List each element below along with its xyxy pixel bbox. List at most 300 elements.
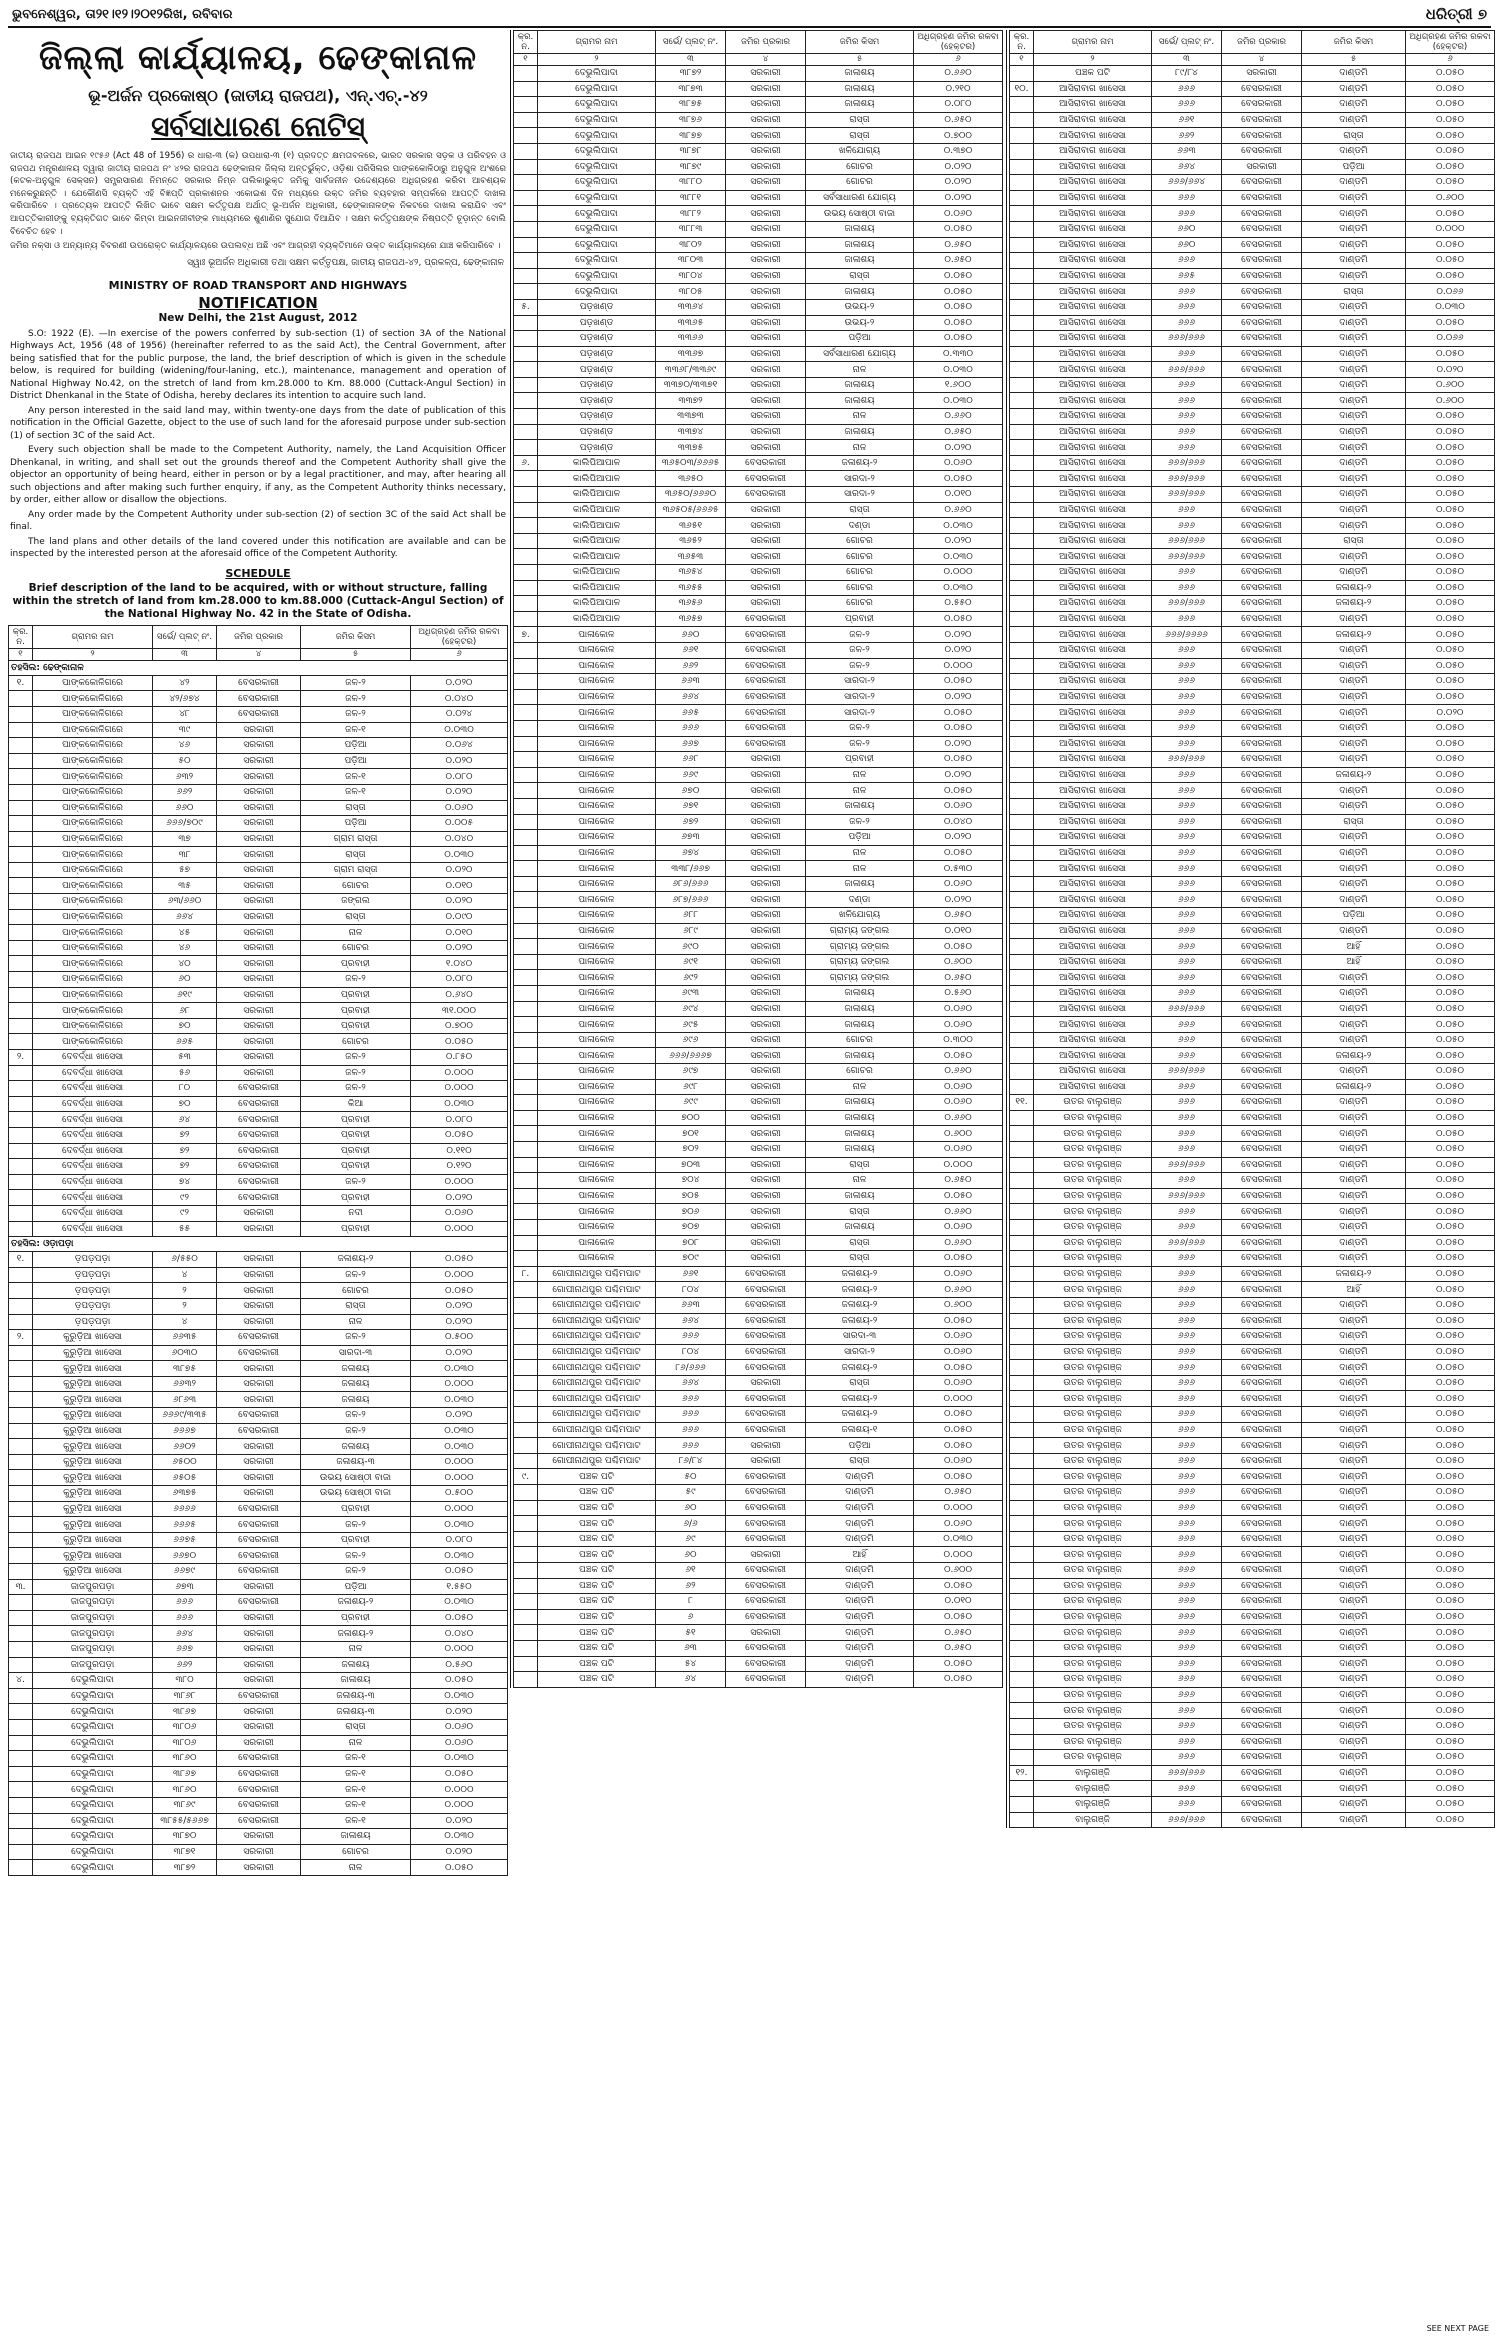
plot-cell: ୬୬୬ — [1152, 1516, 1222, 1532]
land-type-cell: ସରକାରୀ — [726, 814, 806, 830]
land-class-cell: ଜାଳାଶୟ — [806, 81, 914, 97]
village-cell: ଉତର ବାଲୁଗଞ୍ଜ — [1034, 1563, 1152, 1579]
serial-cell — [9, 1641, 33, 1657]
land-type-cell: ସରକାରୀ — [217, 784, 301, 800]
plot-cell: ୭୦୬ — [656, 1204, 726, 1220]
table-row — [514, 1375, 1003, 1391]
land-type-cell: ସରକାରୀ — [726, 970, 806, 986]
land-class-cell: ଦାଣ୍ଡମି — [1302, 1017, 1406, 1033]
land-class-cell: ରାସ୍ତା — [301, 909, 411, 925]
serial-cell: ୧. — [9, 1252, 33, 1268]
plot-cell: ୬୬୭୫ — [153, 1532, 217, 1548]
land-type-cell: ସରକାରୀ — [217, 1829, 301, 1845]
table-row — [514, 954, 1003, 970]
area-cell: ୦.୦୫୦ — [1406, 565, 1495, 581]
serial-cell — [514, 1001, 538, 1017]
serial-cell — [514, 1282, 538, 1298]
land-type-cell: ବେସରକାରୀ — [1222, 1235, 1302, 1251]
serial-cell — [9, 1829, 33, 1845]
plot-cell: ୬୬୫ — [153, 1034, 217, 1050]
area-cell: ୦.୦୩୦ — [411, 1361, 508, 1377]
plot-cell: ୬୦୩୦ — [153, 1345, 217, 1361]
serial-cell — [1010, 658, 1034, 674]
table-number-cell: ୬ — [914, 54, 1003, 66]
land-type-cell: ସରକାରୀ — [726, 253, 806, 269]
village-cell: ଆସିରାବାଗ ଖାସେସା — [1034, 798, 1152, 814]
village-cell: କୁରୁଡ଼ିଆ ଖାସେସା — [33, 1501, 153, 1517]
serial-cell — [514, 1219, 538, 1235]
land-class-cell: ଦାଣ୍ଡମି — [806, 1672, 914, 1688]
table-header-cell: ସର୍ଭେ/ ପ୍ଲଟ୍ ନଂ. — [153, 625, 217, 648]
area-cell: ୦.୦୮୦ — [411, 972, 508, 988]
land-class-cell: ଗୋଚର — [806, 1032, 914, 1048]
area-cell: ୦.୬୬୦ — [914, 1282, 1003, 1298]
plot-cell: ୩୮୭୨ — [153, 1860, 217, 1876]
area-cell: ୦.୦୨୦ — [411, 1190, 508, 1206]
land-class-cell: ଦାଣ୍ଡମି — [1302, 1516, 1406, 1532]
table-header-row — [9, 625, 508, 648]
serial-cell — [1010, 1578, 1034, 1594]
area-cell: ୦.୦୫୦ — [1406, 689, 1495, 705]
plot-cell: ୩୩୬୪ — [656, 299, 726, 315]
table-row — [9, 1376, 508, 1392]
land-class-cell: ଦାଣ୍ଡମି — [806, 1469, 914, 1485]
area-cell: ୦.୨୧୦ — [914, 81, 1003, 97]
plot-cell: ୬୬୬/୬୬୬ — [1152, 1157, 1222, 1173]
table-row — [514, 986, 1003, 1002]
table-row — [1010, 1453, 1495, 1469]
village-cell: ପଞ୍ଚକ ପଟି — [538, 1656, 656, 1672]
area-cell: ୦.୦୫୦ — [914, 705, 1003, 721]
plot-cell: ୬୬୩୫ — [153, 1330, 217, 1346]
village-cell: ଗୋପୀନାଥପୁର ପଶ୍ଚିମପାଟ — [538, 1329, 656, 1345]
land-type-cell: ସରକାରୀ — [217, 1673, 301, 1689]
land-class-cell: ଜାଳାଶୟ — [806, 876, 914, 892]
serial-cell — [514, 221, 538, 237]
serial-cell — [9, 1408, 33, 1424]
serial-cell — [1010, 1687, 1034, 1703]
plot-cell: ୬୬୬/୬୬୬ — [1152, 1765, 1222, 1781]
table-row — [1010, 409, 1495, 425]
table-row — [514, 1594, 1003, 1610]
land-type-cell: ବେସରକାରୀ — [1222, 1750, 1302, 1766]
serial-cell — [1010, 1235, 1034, 1251]
village-cell: କାଲିପିଆପାଳ — [538, 565, 656, 581]
village-cell: ପାଙ୍କକୋଳିଗରେ — [33, 753, 153, 769]
plot-cell: ୬୮୮ — [656, 908, 726, 924]
serial-cell — [9, 1112, 33, 1128]
table-row — [9, 1470, 508, 1486]
land-type-cell: ସରକାରୀ — [217, 925, 301, 941]
serial-cell — [514, 1032, 538, 1048]
land-type-cell: ବେସରକାରୀ — [1222, 533, 1302, 549]
land-class-cell: ଜଳ-୨ — [301, 1564, 411, 1580]
area-cell: ୦.୦୦୦ — [914, 1391, 1003, 1407]
area-cell: ୦.୦୫୦ — [914, 1251, 1003, 1267]
area-cell: ୦.୦୩୦ — [411, 1688, 508, 1704]
land-type-cell: ବେସରକାରୀ — [1222, 440, 1302, 456]
area-cell: ୦.୦୫୦ — [1406, 1297, 1495, 1313]
serial-cell — [1010, 346, 1034, 362]
village-cell: ଉତର ବାଲୁଗଞ୍ଜ — [1034, 1141, 1152, 1157]
area-cell: ୦.୦୫୦ — [1406, 892, 1495, 908]
table-row — [1010, 1485, 1495, 1501]
area-cell: ୦.୦୨୦ — [914, 159, 1003, 175]
area-cell: ୦.୦୫୦ — [914, 1672, 1003, 1688]
land-class-cell: ଦାଣ୍ଡମି — [1302, 674, 1406, 690]
serial-cell — [514, 393, 538, 409]
land-type-cell: ବେସରକାରୀ — [1222, 1048, 1302, 1064]
area-cell: ୦.୬୦୦ — [914, 1563, 1003, 1579]
land-class-cell: ଦାଣ୍ଡମି — [1302, 1110, 1406, 1126]
column-3 — [1006, 30, 1495, 1828]
village-cell: ପାଙ୍କକୋଳିଗରେ — [33, 925, 153, 941]
area-cell: ୦.୦୫୦ — [1406, 876, 1495, 892]
serial-cell — [514, 128, 538, 144]
plot-cell: ୬୬୬/୬୬୬ — [1152, 549, 1222, 565]
land-class-cell: ପ୍ରବାହୀ — [806, 611, 914, 627]
table-header-cell: ଜମିର କିସମ — [806, 31, 914, 54]
plot-cell: ୬୬୬ — [1152, 1297, 1222, 1313]
table-row — [1010, 1126, 1495, 1142]
plot-cell: ୬୬୬ — [1152, 892, 1222, 908]
land-type-cell: ବେସରକାରୀ — [217, 1159, 301, 1175]
table-row — [1010, 1095, 1495, 1111]
serial-cell — [9, 909, 33, 925]
land-class-cell: ଜଳାଶୟ-୨ — [1302, 767, 1406, 783]
village-cell: ପଞ୍ଚକ ପଟି — [538, 1547, 656, 1563]
land-class-cell: ଜାଳାଶୟ — [806, 1141, 914, 1157]
area-cell: ୦.୬୦୦ — [1406, 190, 1495, 206]
serial-cell — [1010, 1032, 1034, 1048]
land-type-cell: ବେସରକାରୀ — [1222, 1032, 1302, 1048]
village-cell: କୁରୁଡ଼ିଆ ଖାସେସା — [33, 1470, 153, 1486]
land-plans-paragraph: The land plans and other details of the land covered under this notification are available and can be inspected by the interested person at the aforesaid office of the Competent Authority. — [10, 536, 506, 560]
village-cell: ଆସିରାବାଗ ଖାସେସା — [1034, 1048, 1152, 1064]
land-class-cell: ଗୋଚର — [806, 549, 914, 565]
plot-cell: ୬୬୨ — [153, 784, 217, 800]
land-class-cell: ରାସ୍ତା — [301, 800, 411, 816]
village-cell: ଆସିରାବାଗ ଖାସେସା — [1034, 112, 1152, 128]
table-row — [514, 1219, 1003, 1235]
serial-cell — [1010, 1188, 1034, 1204]
table-number-cell: ୪ — [726, 54, 806, 66]
village-cell: ପାଳାକୋଳ — [538, 642, 656, 658]
plot-cell: ୬୬୬ — [1152, 1531, 1222, 1547]
land-type-cell: ସରକାରୀ — [217, 1205, 301, 1221]
plot-cell: ୬୬୬ — [1152, 1672, 1222, 1688]
plot-cell: ୩୬୫୦୫/୬୬୬୫ — [656, 502, 726, 518]
serial-cell — [9, 800, 33, 816]
village-cell: କୁରୁଡ଼ିଆ ଖାସେସା — [33, 1486, 153, 1502]
plot-cell: ୬୬୬ — [1152, 814, 1222, 830]
plot-cell: ୬୬୬ — [1152, 299, 1222, 315]
area-cell: ୦.୦୦୦ — [411, 1081, 508, 1097]
table-row — [1010, 518, 1495, 534]
village-cell: ଆସିରାବାଗ ଖାସେସା — [1034, 720, 1152, 736]
land-class-cell: ଦାଣ୍ଡମି — [806, 1563, 914, 1579]
land-class-cell: ନାଳ — [806, 783, 914, 799]
village-cell: ପାଙ୍କକୋଳିଗରେ — [33, 1003, 153, 1019]
village-cell: ଉତର ବାଲୁଗଞ୍ଜ — [1034, 1718, 1152, 1734]
plot-cell: ୩୮୭୮ — [656, 143, 726, 159]
land-type-cell: ବେସରକାରୀ — [1222, 237, 1302, 253]
land-class-cell: ଦାଣ୍ଡମି — [1302, 1796, 1406, 1812]
village-cell: ଉତର ବାଲୁଗଞ୍ଜ — [1034, 1110, 1152, 1126]
land-type-cell: ବେସରକାରୀ — [1222, 658, 1302, 674]
plot-cell: ୩୩୭୨ — [656, 393, 726, 409]
land-class-cell: ଜଳାଶୟ-୨ — [1302, 596, 1406, 612]
serial-cell — [1010, 627, 1034, 643]
table-row — [514, 409, 1003, 425]
serial-cell — [9, 1127, 33, 1143]
land-type-cell: ବେସରକାରୀ — [1222, 1578, 1302, 1594]
land-class-cell: ଦାଣ୍ଡମି — [1302, 206, 1406, 222]
land-type-cell: ବେସରକାରୀ — [726, 1594, 806, 1610]
land-type-cell: ବେସରକାରୀ — [1222, 689, 1302, 705]
plot-cell: ୬୬୬ — [1152, 986, 1222, 1002]
table-row — [9, 972, 508, 988]
village-cell: ଆସିରାବାଗ ଖାସେସା — [1034, 908, 1152, 924]
land-class-cell: ଆହିଁ — [1302, 939, 1406, 955]
serial-cell — [514, 1126, 538, 1142]
village-cell: ଗୋପୀନାଥପୁର ପଶ୍ଚିମପାଟ — [538, 1297, 656, 1313]
land-type-cell: ବେସରକାରୀ — [217, 1174, 301, 1190]
land-type-cell: ସରକାରୀ — [726, 1001, 806, 1017]
plot-cell: ୬୬୬ — [1152, 783, 1222, 799]
land-type-cell: ବେସରକାରୀ — [1222, 1313, 1302, 1329]
land-type-cell: ସରକାରୀ — [217, 831, 301, 847]
land-type-cell: ସରକାରୀ — [217, 1844, 301, 1860]
plot-cell: ୬୯୦ — [656, 939, 726, 955]
table-row — [9, 1579, 508, 1595]
land-class-cell: ନାଳ — [806, 409, 914, 425]
village-cell: ଜାଜପୁରପଡ଼ା — [33, 1579, 153, 1595]
area-cell: ୦.୦୬୦ — [914, 1141, 1003, 1157]
serial-cell — [9, 1065, 33, 1081]
village-cell: ପାଳାକୋଳ — [538, 1032, 656, 1048]
area-cell: ୦.୦୬୬ — [1406, 331, 1495, 347]
plot-cell: ୩୩୭୫ — [656, 440, 726, 456]
land-class-cell: ଜଳ-୨ — [301, 1423, 411, 1439]
land-type-cell: ସରକାରୀ — [217, 956, 301, 972]
serial-cell — [514, 206, 538, 222]
plot-cell: ୬୬୦ — [1152, 221, 1222, 237]
serial-cell — [9, 1719, 33, 1735]
village-cell: ଦେବର୍ଦ୍ଧା ଖାସେସା — [33, 1190, 153, 1206]
serial-cell — [1010, 175, 1034, 191]
land-class-cell: ଦାଣ୍ଡମି — [1302, 798, 1406, 814]
table-row — [1010, 502, 1495, 518]
table-row — [9, 1423, 508, 1439]
land-class-cell: ଜଳ-୧ — [301, 722, 411, 738]
plot-cell: ୬୮୯ — [656, 923, 726, 939]
serial-cell — [514, 1173, 538, 1189]
village-cell: ଆସିରାବାଗ ଖାସେସା — [1034, 689, 1152, 705]
serial-cell — [1010, 923, 1034, 939]
village-cell: ଡ଼ପଡ଼ପଡ଼ା — [33, 1298, 153, 1314]
area-cell: ୦.୦୫୦ — [914, 720, 1003, 736]
land-type-cell: ବେସରକାରୀ — [1222, 674, 1302, 690]
plot-cell: ୬୬୬ — [1152, 1079, 1222, 1095]
area-cell: ୦.୦୩୦ — [1406, 299, 1495, 315]
area-cell: ୦.୦୦୦ — [411, 1782, 508, 1798]
land-class-cell: ପ୍ରବାହୀ — [301, 1532, 411, 1548]
serial-cell — [1010, 689, 1034, 705]
table-row — [514, 393, 1003, 409]
village-cell: ଦେଭୁଲିପାଦା — [33, 1751, 153, 1767]
area-cell: ୦.୦୫୦ — [1406, 1563, 1495, 1579]
land-class-cell: ଜାଳାଶୟ — [806, 253, 914, 269]
land-type-cell: ବେସରକାରୀ — [726, 611, 806, 627]
plot-cell: ୬୬୭ — [153, 1641, 217, 1657]
land-class-cell: ସାରଦା-୨ — [806, 689, 914, 705]
land-class-cell: ରାସ୍ତା — [301, 1719, 411, 1735]
plot-cell: ୬୬୬/୬୬୬ — [1152, 1235, 1222, 1251]
land-type-cell: ସରକାରୀ — [217, 1267, 301, 1283]
land-type-cell: ବେସରକାରୀ — [1222, 1640, 1302, 1656]
area-cell: ୦.୦୫୦ — [1406, 923, 1495, 939]
area-cell: ୦.୦୫୦ — [1406, 1422, 1495, 1438]
land-class-cell: ଦାଣ୍ଡମି — [1302, 518, 1406, 534]
land-class-cell: ରାସ୍ତା — [1302, 284, 1406, 300]
serial-cell — [514, 720, 538, 736]
village-cell: ଗୋପୀନାଥପୁର ପଶ୍ଚିମପାଟ — [538, 1453, 656, 1469]
serial-cell — [1010, 1110, 1034, 1126]
plot-cell: ୬୬୬ — [1152, 1375, 1222, 1391]
serial-cell — [1010, 1594, 1034, 1610]
area-cell: ୦.୦୫୦ — [1406, 986, 1495, 1002]
area-cell: ୦.୦୦୦ — [411, 1470, 508, 1486]
plot-cell: ୬୬୬/୬୬୬ — [1152, 533, 1222, 549]
land-class-cell: ଦାଣ୍ଡମି — [806, 1485, 914, 1501]
table-row — [514, 221, 1003, 237]
table-row — [1010, 1017, 1495, 1033]
area-cell: ୦.୦୦୦ — [411, 1501, 508, 1517]
plot-cell: ୭୦୩ — [656, 1157, 726, 1173]
land-type-cell: ବେସରକାରୀ — [1222, 315, 1302, 331]
village-cell: ପାଳାକୋଳ — [538, 830, 656, 846]
table-row — [9, 831, 508, 847]
plot-cell: ୬୬୬/୬୬୬ — [1152, 331, 1222, 347]
serial-cell — [514, 1141, 538, 1157]
plot-cell: ୪ — [153, 1314, 217, 1330]
village-cell: ପାଳାକୋଳ — [538, 705, 656, 721]
table-row — [514, 830, 1003, 846]
serial-cell — [1010, 1516, 1034, 1532]
table-row — [514, 1095, 1003, 1111]
village-cell: ଦେଭୁଲିପାଦା — [33, 1673, 153, 1689]
table-row — [9, 738, 508, 754]
land-type-cell: ସରକାରୀ — [217, 1719, 301, 1735]
area-cell: ୦.୦୫୦ — [1406, 159, 1495, 175]
area-cell: ୦.୦୫୦ — [1406, 1469, 1495, 1485]
serial-cell — [9, 1143, 33, 1159]
plot-cell: ୩୮୦୫ — [656, 284, 726, 300]
land-type-cell: ବେସରକାରୀ — [1222, 720, 1302, 736]
land-class-cell: ନାଳ — [301, 1860, 411, 1876]
land-type-cell: ବେସରକାରୀ — [1222, 190, 1302, 206]
area-cell: ୦.୦୦୦ — [914, 1547, 1003, 1563]
land-type-cell: ସରକାରୀ — [726, 767, 806, 783]
land-type-cell: ବେସରକାରୀ — [1222, 1204, 1302, 1220]
land-class-cell: ଜଳାଶୟ-୨ — [1302, 1079, 1406, 1095]
village-cell: ଆସିରାବାଗ ଖାସେସା — [1034, 954, 1152, 970]
land-class-cell: ନାଳ — [806, 362, 914, 378]
area-cell: ୦.୦୧୦ — [411, 878, 508, 894]
land-class-cell: ପ୍ରବାହୀ — [301, 1221, 411, 1237]
village-cell: ଦେବର୍ଦ୍ଧା ଖାସେସା — [33, 1065, 153, 1081]
serial-cell — [1010, 409, 1034, 425]
village-cell: ପାଙ୍କକୋଳିଗରେ — [33, 909, 153, 925]
land-class-cell: ଦାଣ୍ଡମି — [1302, 1360, 1406, 1376]
serial-cell — [514, 1235, 538, 1251]
area-cell: ୦.୦୩୦ — [411, 1096, 508, 1112]
land-class-cell: ଦାଣ୍ଡମି — [1302, 377, 1406, 393]
land-class-cell: ଦାଣ୍ଡମି — [1302, 658, 1406, 674]
plot-cell: ୬୬୬ — [1152, 720, 1222, 736]
table-row — [9, 1517, 508, 1533]
table-row — [9, 1190, 508, 1206]
serial-cell — [9, 1174, 33, 1190]
land-class-cell: ଗୋଚର — [301, 1034, 411, 1050]
land-class-cell: ରାସ୍ତା — [806, 128, 914, 144]
serial-cell — [1010, 1796, 1034, 1812]
serial-cell — [1010, 533, 1034, 549]
village-cell: ପାଳାକୋଳ — [538, 674, 656, 690]
land-class-cell: ଦାଣ୍ଡମି — [1302, 1064, 1406, 1080]
area-cell: ୦.୬୫୦ — [914, 1625, 1003, 1641]
land-class-cell: ଜଳ-୧ — [301, 1813, 411, 1829]
serial-cell — [514, 892, 538, 908]
land-class-cell: ଦାଣ୍ଡମି — [1302, 1422, 1406, 1438]
table-row — [9, 1252, 508, 1268]
serial-cell — [1010, 1391, 1034, 1407]
village-cell: ପାଳାକୋଳ — [538, 814, 656, 830]
village-cell: ଡ଼ପଡ଼ପଡ଼ା — [33, 1314, 153, 1330]
land-type-cell: ବେସରକାରୀ — [1222, 1297, 1302, 1313]
village-cell: ପାଙ୍କକୋଳିଗରେ — [33, 878, 153, 894]
table-row — [9, 1127, 508, 1143]
plot-cell: ୬୯ — [656, 1531, 726, 1547]
table-row — [1010, 128, 1495, 144]
land-class-cell: ଜଳାଶୟ-୨ — [806, 455, 914, 471]
plot-cell: ୭୦୫ — [656, 1188, 726, 1204]
village-cell: ପାଙ୍କକୋଳିଗରେ — [33, 956, 153, 972]
area-cell: ୦.୧୧୦ — [411, 1143, 508, 1159]
plot-cell: ୫୦ — [153, 753, 217, 769]
area-cell: ୦.୦୫୦ — [1406, 596, 1495, 612]
area-cell: ୦.୦୫୦ — [914, 939, 1003, 955]
area-cell: ୦.୦୫୦ — [1406, 1594, 1495, 1610]
serial-cell — [1010, 1422, 1034, 1438]
land-class-cell: ଦାଣ୍ଡମି — [1302, 720, 1406, 736]
plot-cell: ୬୬୬ — [656, 720, 726, 736]
table-header-cell: ଜମିର ପ୍ରକାର — [1222, 31, 1302, 54]
land-type-cell: ବେସରକାରୀ — [726, 1266, 806, 1282]
table-row — [514, 892, 1003, 908]
land-type-cell: ବେସରକାରୀ — [1222, 518, 1302, 534]
land-type-cell: ବେସରକାରୀ — [217, 1143, 301, 1159]
area-cell: ୦.୬୫୦ — [914, 237, 1003, 253]
land-class-cell: ସାରଦା-୩ — [806, 1329, 914, 1345]
area-cell: ୦.୦୫୦ — [1406, 1765, 1495, 1781]
land-type-cell: ବେସରକାରୀ — [1222, 1001, 1302, 1017]
land-type-cell: ବେସରକାରୀ — [1222, 736, 1302, 752]
area-cell: ୦.୬୦୦ — [1406, 393, 1495, 409]
village-cell: କାଲିପିଆପାଳ — [538, 487, 656, 503]
plot-cell: ୮ — [656, 1594, 726, 1610]
